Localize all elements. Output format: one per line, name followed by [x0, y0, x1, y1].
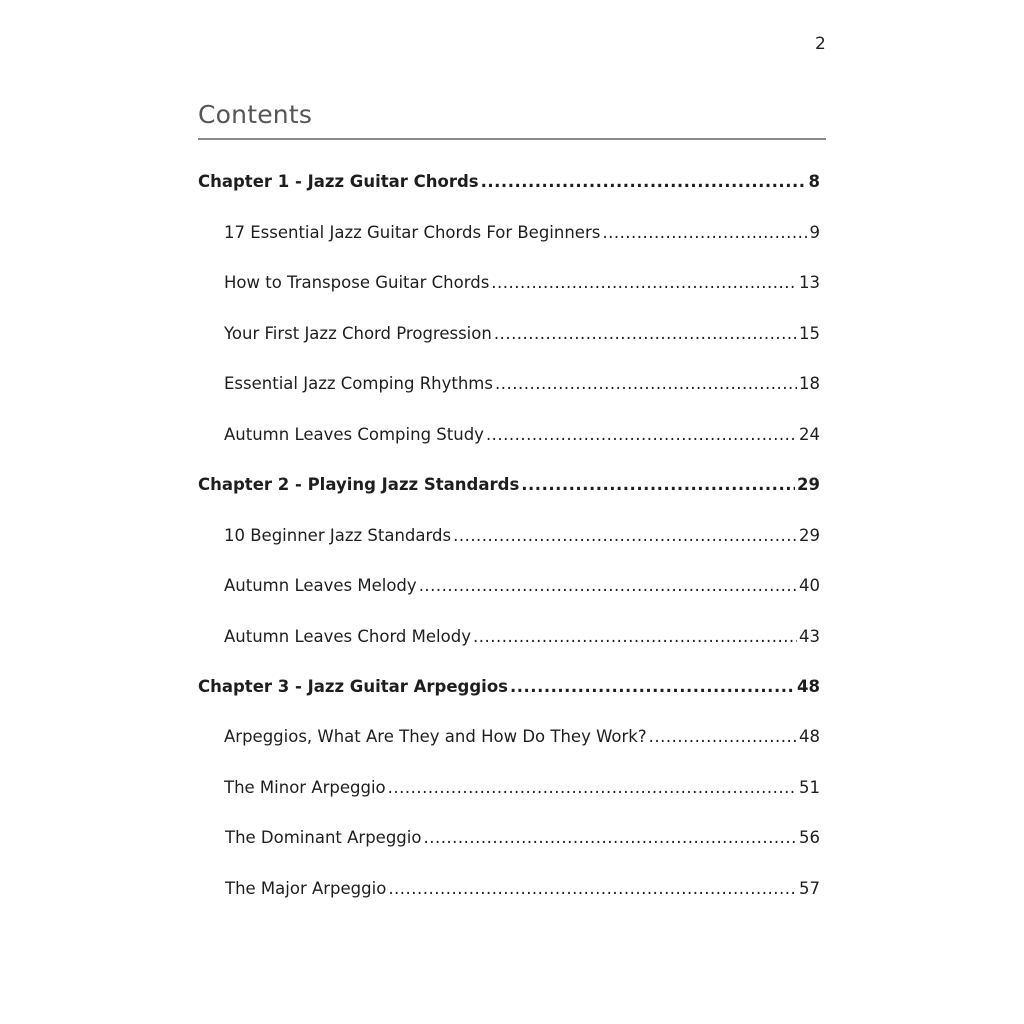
toc-entry-page: 9: [809, 223, 820, 242]
toc-entry-title: The Dominant Arpeggio: [225, 828, 422, 847]
toc-entry-title: Chapter 1 - Jazz Guitar Chords: [198, 172, 479, 191]
toc-entry[interactable]: [224, 271, 820, 295]
toc-entry-page: 29: [799, 526, 820, 545]
toc-leader-dots: [521, 473, 795, 497]
toc-entry-title: Autumn Leaves Melody: [224, 576, 417, 595]
toc-leader-dots: [486, 423, 797, 447]
toc-entry[interactable]: [225, 877, 820, 901]
toc-entry-title: The Minor Arpeggio: [224, 778, 386, 797]
toc-entry[interactable]: [224, 221, 820, 245]
toc-entry[interactable]: [224, 372, 820, 396]
toc-entry-title: Chapter 3 - Jazz Guitar Arpeggios: [198, 677, 508, 696]
toc-entry-page: 48: [797, 677, 820, 696]
toc-entry-page: 8: [808, 172, 820, 191]
toc-entry-page: 48: [799, 727, 820, 746]
toc-leader-dots: [649, 725, 797, 749]
toc-entry-page: 29: [797, 475, 820, 494]
toc-entry[interactable]: [224, 725, 820, 749]
toc-entry-title: The Major Arpeggio: [225, 879, 387, 898]
toc-entry-page: 57: [799, 879, 820, 898]
toc-leader-dots: [491, 271, 797, 295]
toc-entry-title: Arpeggios, What Are They and How Do They Work?: [224, 727, 647, 746]
toc-entry-title: Essential Jazz Comping Rhythms: [224, 374, 493, 393]
toc-entry-chapter-2[interactable]: [198, 473, 820, 497]
toc-leader-dots: [481, 170, 807, 194]
contents-heading: Contents: [198, 100, 313, 129]
toc-leader-dots: [495, 372, 797, 396]
page-number: 2: [815, 34, 826, 54]
toc-entry-page: 51: [799, 778, 820, 797]
toc-entry-page: 18: [799, 374, 820, 393]
toc-entry-page: 15: [799, 324, 820, 343]
toc-entry[interactable]: [224, 776, 820, 800]
heading-rule: [198, 138, 826, 140]
toc-entry-page: 43: [799, 627, 820, 646]
toc-entry-chapter-3[interactable]: [198, 675, 820, 699]
toc-entry-title: 17 Essential Jazz Guitar Chords For Beginners: [224, 223, 601, 242]
toc-entry-page: 56: [799, 828, 820, 847]
toc-leader-dots: [602, 221, 807, 245]
toc-entry[interactable]: [224, 423, 820, 447]
toc-entry-title: Autumn Leaves Comping Study: [224, 425, 484, 444]
toc-entry-page: 13: [799, 273, 820, 292]
toc-entry-page: 24: [799, 425, 820, 444]
toc-entry-title: Chapter 2 - Playing Jazz Standards: [198, 475, 520, 494]
toc-leader-dots: [473, 625, 797, 649]
toc-entry-page: 40: [799, 576, 820, 595]
toc-leader-dots: [388, 776, 797, 800]
toc-entry[interactable]: [224, 524, 820, 548]
toc-entry[interactable]: [224, 625, 820, 649]
toc-leader-dots: [423, 826, 797, 850]
toc-leader-dots: [494, 322, 797, 346]
toc-leader-dots: [388, 877, 797, 901]
toc-entry-title: 10 Beginner Jazz Standards: [224, 526, 452, 545]
toc-entry-title: Your First Jazz Chord Progression: [224, 324, 492, 343]
toc-leader-dots: [453, 524, 797, 548]
toc-entry[interactable]: [224, 322, 820, 346]
toc-entry-chapter-1[interactable]: [198, 170, 820, 194]
toc-entry-title: Autumn Leaves Chord Melody: [224, 627, 471, 646]
toc-leader-dots: [510, 675, 795, 699]
toc-entry[interactable]: [224, 574, 820, 598]
toc-entry-title: How to Transpose Guitar Chords: [224, 273, 490, 292]
toc-leader-dots: [419, 574, 797, 598]
toc-entry[interactable]: [225, 826, 820, 850]
